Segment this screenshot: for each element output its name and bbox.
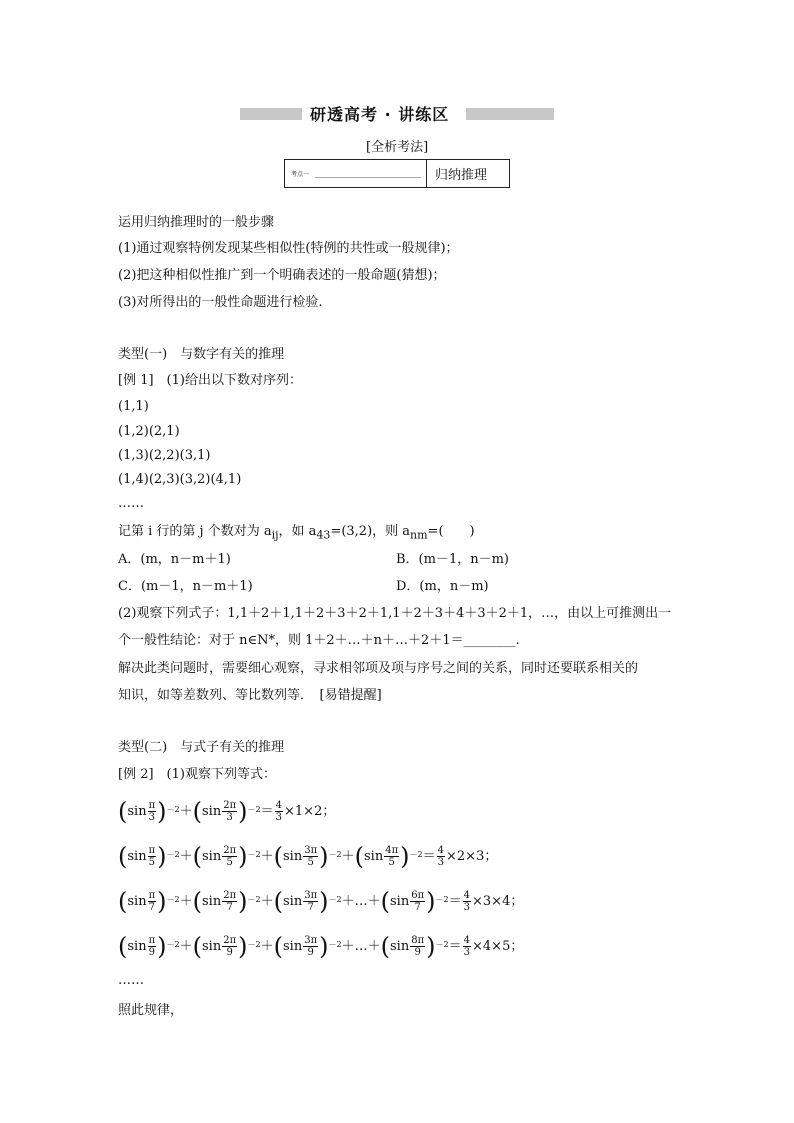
sequence-row: (1,2)(2,1) <box>118 424 180 439</box>
sequence-row: (1,4)(2,3)(3,2)(4,1) <box>118 472 242 487</box>
underline <box>315 177 421 178</box>
tip-line2: 知识，如等差数列、等比数列等． [易错提醒] <box>118 688 382 703</box>
tip-line1: 解决此类问题时，需要细心观察，寻求相邻项及项与序号之间的关系，同时还要联系相关的 <box>118 661 639 676</box>
equation-row-1: (sin $\frac{\pi}{3}$ )$^{-2}$＋(sin $\frac{2\pi}{3}$ )$^{-2}$＝ $\frac{4}{3}$ ×1×2； <box>118 797 336 826</box>
topic-box <box>284 159 510 188</box>
sequence-row: (1,1) <box>118 399 149 414</box>
example1-part2-line1: (2)观察下列式子：1,1＋2＋1,1＋2＋3＋2＋1,1＋2＋3＋4＋3＋2＋1，…，由以上可推测出一 <box>118 606 672 621</box>
method-label: [全析考法] <box>366 140 429 155</box>
intro-step2: (2)把这种相似性推广到一个明确表述的一般命题(猜想)； <box>118 268 446 283</box>
closing-text: 照此规律， <box>118 1003 184 1018</box>
equation-row-4: (sin $\frac{\pi}{9}$ )$^{-2}$＋(sin $\frac{2\pi}{9}$ )$^{-2}$＋(sin $\frac{3\pi}{9}$ )$^{-2}$＋…＋(sin $\frac{8\pi}{9}$ )$^{-2}$＝ $\frac{4}{3}$ ×4×5； <box>118 932 524 961</box>
example1-part2-line2: 个一般性结论：对于 n∈N*，则 1＋2＋…＋n＋…＋2＋1＝________. <box>118 633 520 648</box>
intro-heading: 运用归纳推理时的一般步骤 <box>118 215 275 230</box>
option-c: C．(m－1，n－m＋1) <box>118 579 253 594</box>
banner-title: 研透高考 · 讲练区 <box>310 105 450 124</box>
intro-step1: (1)通过观察特例发现某些相似性(特例的共性或一般规律)； <box>118 241 459 256</box>
divider <box>426 160 427 187</box>
type2-heading: 类型(二) 与式子有关的推理 <box>118 740 285 755</box>
option-b: B．(m－1，n－m) <box>396 552 509 567</box>
sequence-row: (1,3)(2,2)(3,1) <box>118 448 211 463</box>
equation-row-3: (sin $\frac{\pi}{7}$ )$^{-2}$＋(sin $\frac{2\pi}{7}$ )$^{-2}$＋(sin $\frac{3\pi}{7}$ )$^{-2}$＋…＋(sin $\frac{6\pi}{7}$ )$^{-2}$＝ $\frac{4}{3}$ ×3×4； <box>118 887 524 916</box>
topic-label: 归纳推理 <box>435 168 488 183</box>
banner-right-bar <box>466 108 554 120</box>
example2-label: [例 2] (1)观察下列等式： <box>118 767 276 782</box>
option-d: D．(m，n－m) <box>396 579 489 594</box>
option-a: A．(m，n－m＋1) <box>118 552 231 567</box>
example1-question: 记第 i 行的第 j 个数对为 $a_{ij}$，如 $a_{43}=(3,2)$，则 $a_{nm}=$( ) <box>118 524 475 542</box>
banner-left-bar <box>240 108 302 120</box>
sequence-ellipsis: …… <box>118 496 144 511</box>
type1-heading: 类型(一) 与数字有关的推理 <box>118 347 285 362</box>
kaodian-label: 考点一 <box>291 171 310 178</box>
equation-ellipsis: …… <box>118 973 144 988</box>
intro-step3: (3)对所得出的一般性命题进行检验. <box>118 295 323 310</box>
example1-label: [例 1] (1)给出以下数对序列： <box>118 373 302 388</box>
equation-row-2: (sin $\frac{\pi}{5}$ )$^{-2}$＋(sin $\frac{2\pi}{5}$ )$^{-2}$＋(sin $\frac{3\pi}{5}$ )$^{-2}$＋(sin $\frac{4\pi}{5}$ )$^{-2}$＝ $\frac{4}{3}$ ×2×3； <box>118 842 498 871</box>
